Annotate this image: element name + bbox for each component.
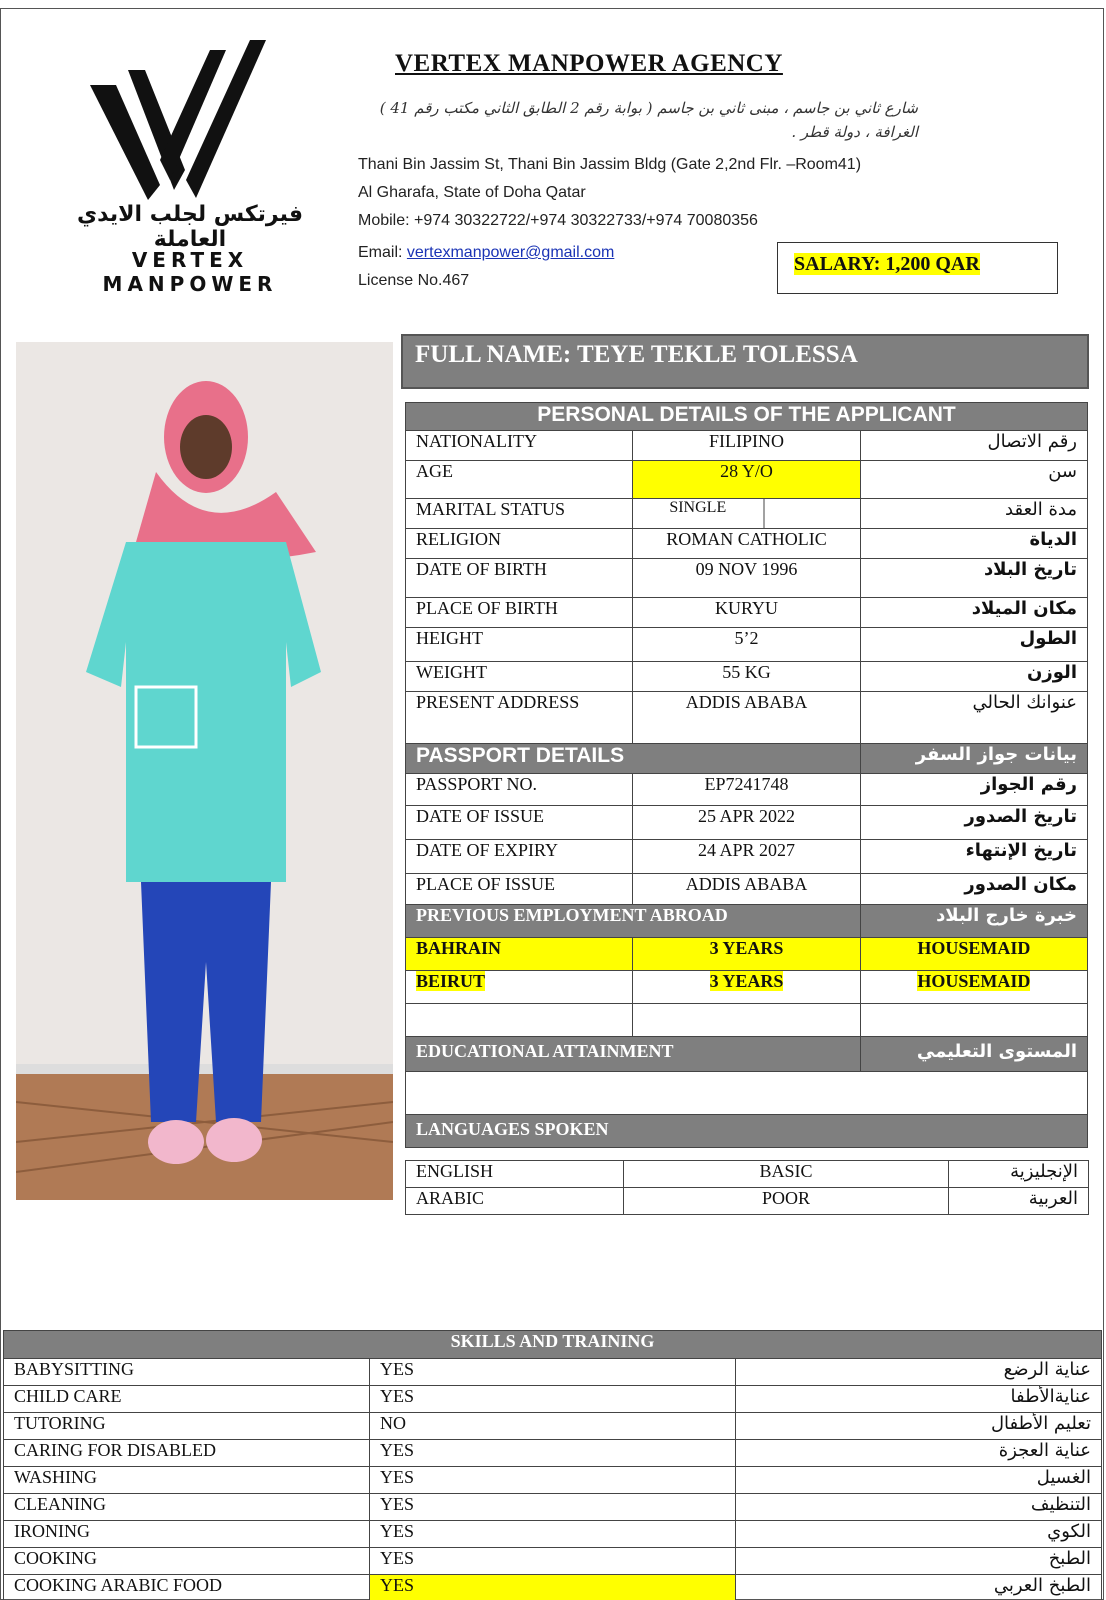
skill-value: YES: [370, 1575, 736, 1600]
skill-arabic: الكوي: [736, 1521, 1102, 1548]
language-level: BASIC: [624, 1161, 949, 1188]
table-row: [4, 1359, 1102, 1386]
table-row: [406, 559, 1088, 598]
row-label: PLACE OF ISSUE: [406, 874, 633, 905]
skill-arabic: الطبخ العربي: [736, 1575, 1102, 1600]
personal-details-title: PERSONAL DETAILS OF THE APPLICANT: [406, 403, 1088, 431]
address-arabic-line-1: شارع ثاني بن جاسم ، مبنى ثاني بن جاسم ( بوابة رقم 2 الطابق الثاني مكتب رقم 41 ): [379, 99, 918, 117]
row-label-arabic: تاريخ الإنتهاء: [860, 840, 1087, 874]
table-row: [4, 1521, 1102, 1548]
skill-name: CLEANING: [4, 1494, 370, 1521]
row-label-arabic: رقم الجواز: [860, 774, 1087, 806]
address-line-1: Thani Bin Jassim St, Thani Bin Jassim Bldg (Gate 2,2nd Flr. –Room41): [358, 156, 862, 173]
passport-header: [406, 744, 1088, 774]
address-line-2: Al Gharafa, State of Doha Qatar: [358, 184, 586, 201]
skill-arabic: عناية الرضع: [736, 1359, 1102, 1386]
row-value: FILIPINO: [633, 431, 860, 461]
row-label-arabic: مدة العقد: [860, 499, 1087, 529]
skill-arabic: عنايةالأطفا: [736, 1386, 1102, 1413]
skill-value: YES: [370, 1467, 736, 1494]
languages-table: [405, 1160, 1089, 1215]
table-row: [406, 598, 1088, 628]
table-row: [406, 806, 1088, 840]
row-label: PASSPORT NO.: [406, 774, 633, 806]
table-row: [4, 1386, 1102, 1413]
skill-arabic: التنظيف: [736, 1494, 1102, 1521]
language-level: POOR: [624, 1188, 949, 1215]
row-label: DATE OF BIRTH: [406, 559, 633, 598]
row-value: 28 Y/O: [633, 461, 860, 499]
table-row: [406, 1161, 1089, 1188]
skill-arabic: الطبخ: [736, 1548, 1102, 1575]
row-value: ADDIS ABABA: [633, 692, 860, 744]
table-row: [406, 938, 1088, 971]
skill-name: BABYSITTING: [4, 1359, 370, 1386]
table-row: [406, 431, 1088, 461]
row-value: KURYU: [633, 598, 860, 628]
row-label: HEIGHT: [406, 628, 633, 662]
row-value: 5’2: [633, 628, 860, 662]
empty-cell: [633, 1004, 860, 1037]
row-value: 25 APR 2022: [633, 806, 860, 840]
education-value-row: [406, 1072, 1088, 1115]
employment-country-text: BEIRUT: [416, 971, 486, 991]
employment-years-text: 3 YEARS: [709, 971, 784, 991]
table-row: [4, 1494, 1102, 1521]
row-label-arabic: سن: [860, 461, 1087, 499]
row-label: WEIGHT: [406, 662, 633, 692]
row-label: DATE OF EXPIRY: [406, 840, 633, 874]
language-name: ENGLISH: [406, 1161, 624, 1188]
employment-header: [406, 905, 1088, 938]
table-row: [406, 1004, 1088, 1037]
employment-position: [860, 938, 1087, 971]
skill-name: COOKING: [4, 1548, 370, 1575]
row-value: 09 NOV 1996: [633, 559, 860, 598]
table-row: [406, 840, 1088, 874]
passport-title-arabic: بيانات جواز السفر: [860, 744, 1087, 774]
row-label-arabic: الطول: [860, 628, 1087, 662]
table-row: [406, 774, 1088, 806]
applicant-photo: [16, 342, 393, 1200]
personal-details-header: [406, 403, 1088, 431]
skill-value: YES: [370, 1548, 736, 1575]
skills-table: [3, 1330, 1102, 1600]
skill-value: YES: [370, 1440, 736, 1467]
row-label: NATIONALITY: [406, 431, 633, 461]
row-label-arabic: رقم الاتصال: [860, 431, 1087, 461]
languages-header: [406, 1115, 1088, 1148]
address-arabic: [358, 96, 918, 144]
table-row: [406, 692, 1088, 744]
email-label: Email:: [358, 244, 407, 261]
salary-box: [777, 242, 1058, 294]
skill-value: YES: [370, 1359, 736, 1386]
row-value: 55 KG: [633, 662, 860, 692]
language-name: ARABIC: [406, 1188, 624, 1215]
table-row: [406, 628, 1088, 662]
row-label: PRESENT ADDRESS: [406, 692, 633, 744]
table-row: [4, 1467, 1102, 1494]
employment-position-text: HOUSEMAID: [917, 938, 1031, 958]
row-value: ADDIS ABABA: [633, 874, 860, 905]
skill-name: CARING FOR DISABLED: [4, 1440, 370, 1467]
skills-header: [4, 1331, 1102, 1359]
table-row: [4, 1440, 1102, 1467]
skill-arabic: عناية العجزة: [736, 1440, 1102, 1467]
row-value: EP7241748: [633, 774, 860, 806]
employment-country: [406, 971, 633, 1004]
row-value: SINGLE: [633, 499, 860, 529]
passport-title: PASSPORT DETAILS: [406, 744, 861, 774]
skill-name: TUTORING: [4, 1413, 370, 1440]
employment-years-text: 3 YEARS: [709, 938, 784, 958]
employment-years: [633, 938, 860, 971]
email-line: [358, 244, 614, 262]
salary-text: SALARY: 1,200 QAR: [794, 253, 980, 275]
mobile-numbers: Mobile: +974 30322722/+974 30322733/+974 70080356: [358, 212, 758, 229]
empty-cell: [860, 1004, 1087, 1037]
table-row: [406, 461, 1088, 499]
employment-position: [860, 971, 1087, 1004]
employment-years: [633, 971, 860, 1004]
full-name: FULL NAME: TEYE TEKLE TOLESSA: [401, 334, 1089, 389]
row-label-arabic: تاريخ البلاد: [860, 559, 1087, 598]
logo-arabic-text: فيرتكس لجلب الايدي العاملة: [77, 202, 303, 252]
language-arabic: العربية: [949, 1188, 1089, 1215]
education-title: EDUCATIONAL ATTAINMENT: [406, 1037, 861, 1072]
row-value: 24 APR 2027: [633, 840, 860, 874]
skill-name: WASHING: [4, 1467, 370, 1494]
address-arabic-line-2: الغرافة ، دولة قطر .: [791, 123, 918, 141]
table-row: [406, 971, 1088, 1004]
row-label-arabic: مكان الميلاد: [860, 598, 1087, 628]
skills-title: SKILLS AND TRAINING: [4, 1331, 1102, 1359]
language-arabic: الإنجليزية: [949, 1161, 1089, 1188]
employment-country-text: BAHRAIN: [416, 938, 502, 958]
skill-name: IRONING: [4, 1521, 370, 1548]
skill-value: YES: [370, 1521, 736, 1548]
table-row: [406, 529, 1088, 559]
skill-name: COOKING ARABIC FOOD: [4, 1575, 370, 1600]
skill-name: CHILD CARE: [4, 1386, 370, 1413]
personal-details-table: [405, 402, 1088, 1148]
employment-title-arabic: خبرة خارج البلاد: [860, 905, 1087, 938]
employment-title: PREVIOUS EMPLOYMENT ABROAD: [406, 905, 861, 938]
table-row: [406, 1188, 1089, 1215]
row-label-arabic: عنوانك الحالي: [860, 692, 1087, 744]
empty-cell: [406, 1072, 1088, 1115]
employment-country: [406, 938, 633, 971]
skill-value: NO: [370, 1413, 736, 1440]
table-row: [4, 1413, 1102, 1440]
row-label-arabic: الدياة: [860, 529, 1087, 559]
skill-arabic: الغسيل: [736, 1467, 1102, 1494]
skill-arabic: تعليم الأطفال: [736, 1413, 1102, 1440]
table-row: [406, 874, 1088, 905]
email-link[interactable]: vertexmanpower@gmail.com: [406, 244, 615, 261]
languages-title: LANGUAGES SPOKEN: [406, 1115, 1088, 1148]
row-label-arabic: الوزن: [860, 662, 1087, 692]
row-value: ROMAN CATHOLIC: [633, 529, 860, 559]
skill-value: YES: [370, 1386, 736, 1413]
table-row: [406, 499, 1088, 529]
table-row: [4, 1575, 1102, 1600]
row-label: AGE: [406, 461, 633, 499]
agency-name: VERTEX MANPOWER AGENCY: [395, 50, 783, 77]
row-label: DATE OF ISSUE: [406, 806, 633, 840]
row-label-arabic: تاريخ الصدور: [860, 806, 1087, 840]
row-label-arabic: مكان الصدور: [860, 874, 1087, 905]
table-row: [4, 1548, 1102, 1575]
row-label: PLACE OF BIRTH: [406, 598, 633, 628]
license-number: License No.467: [358, 272, 470, 289]
empty-cell: [406, 1004, 633, 1037]
row-label: MARITAL STATUS: [406, 499, 633, 529]
table-row: [406, 662, 1088, 692]
skill-value: YES: [370, 1494, 736, 1521]
row-label: RELIGION: [406, 529, 633, 559]
education-title-arabic: المستوى التعليمي: [860, 1037, 1087, 1072]
education-header: [406, 1037, 1088, 1072]
vw-logo-mark: [90, 40, 290, 200]
agency-logo: [40, 40, 340, 296]
employment-position-text: HOUSEMAID: [917, 971, 1031, 991]
logo-english-text: VERTEX MANPOWER: [102, 248, 278, 296]
